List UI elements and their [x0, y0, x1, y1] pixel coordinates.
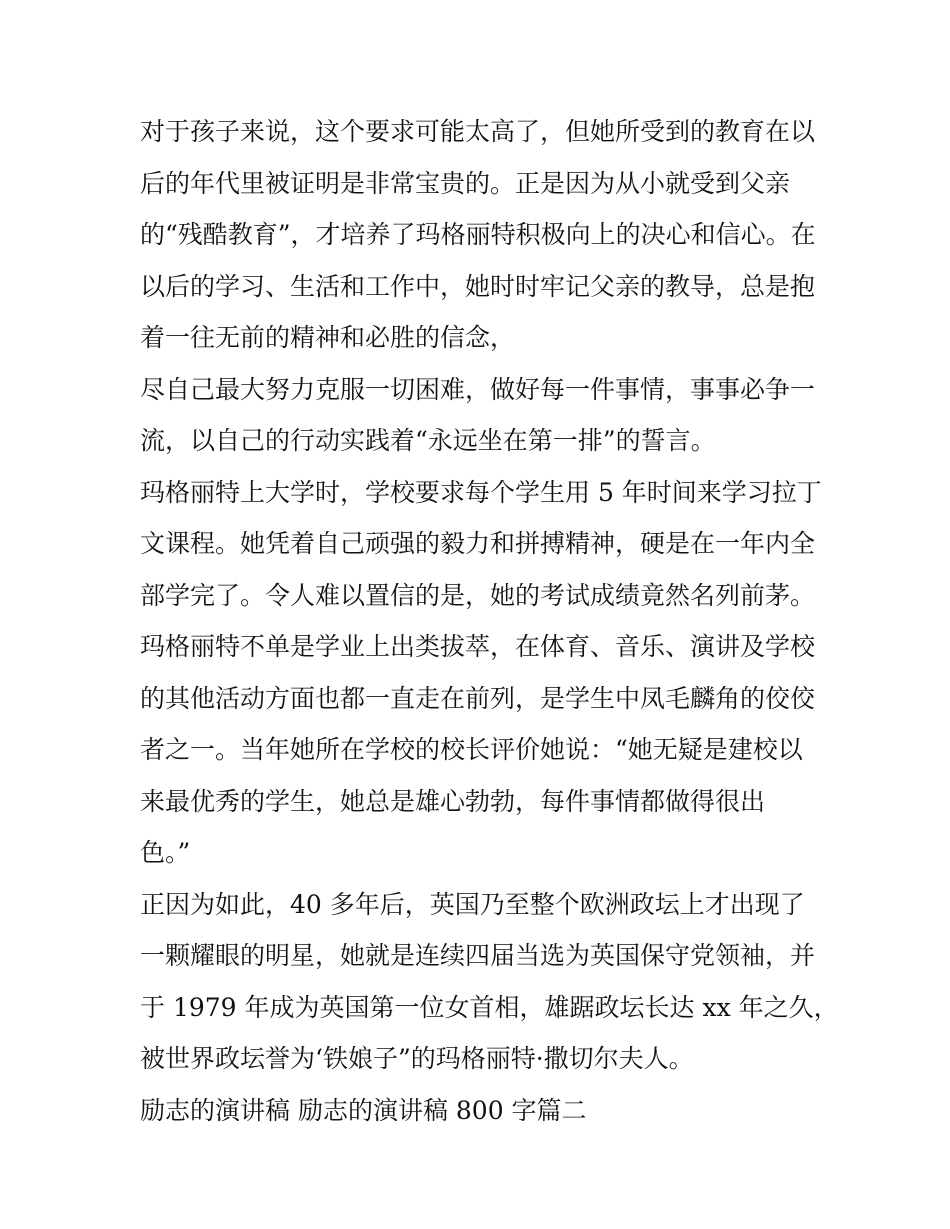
- text-line: 着一往无前的精神和必胜的信念，: [140, 323, 516, 352]
- text-line: 以后的学习、生活和工作中，她时时牢记父亲的教导，总是抱: [140, 271, 816, 301]
- text-line: 流，以自己的行动实践着“永远坐在第一排”的誓言。: [140, 426, 716, 455]
- document-body: [140, 106, 839, 1136]
- text-line: 来最优秀的学生，她总是雄心勃勃，每件事情都做得很出: [140, 786, 766, 816]
- text-line: 的“残酷教育”，才培养了玛格丽特积极向上的决心和信心。在: [140, 220, 816, 249]
- section-heading: 励志的演讲稿 励志的演讲稿 800 字篇二: [140, 1095, 587, 1125]
- text-line: 尽自己最大努力克服一切困难，做好每一件事情，事事必争一: [140, 374, 816, 404]
- text-line: 于 1979 年成为英国第一位女首相，雄踞政坛长达 xx 年之久，: [140, 992, 839, 1022]
- text-line: 文课程。她凭着自己顽强的毅力和拼搏精神，硬是在一年内全: [140, 529, 816, 558]
- text-line: 部学完了。令人难以置信的是，她的考试成绩竟然名列前茅。: [140, 580, 816, 610]
- text-line: 色。”: [140, 838, 191, 867]
- text-line: 对于孩子来说，这个要求可能太高了，但她所受到的教育在以: [140, 117, 816, 146]
- text-line: 一颗耀眼的明星，她就是连续四届当选为英国保守党领袖，并: [140, 941, 816, 970]
- text-line: 被世界政坛誉为‘铁娘子”的玛格丽特·撒切尔夫人。: [140, 1044, 694, 1073]
- text-line: 正因为如此，40 多年后，英国乃至整个欧洲政坛上才出现了: [140, 889, 805, 919]
- text-line: 后的年代里被证明是非常宝贵的。正是因为从小就受到父亲: [140, 168, 791, 198]
- text-line: 的其他活动方面也都一直走在前列，是学生中凤毛麟角的佼佼: [140, 683, 816, 713]
- text-line: 者之一。当年她所在学校的校长评价她说：“她无疑是建校以: [140, 735, 803, 764]
- text-line: 玛格丽特不单是学业上出类拔萃，在体育、音乐、演讲及学校: [140, 632, 816, 661]
- text-line: 玛格丽特上大学时，学校要求每个学生用 5 年时间来学习拉丁: [140, 477, 822, 507]
